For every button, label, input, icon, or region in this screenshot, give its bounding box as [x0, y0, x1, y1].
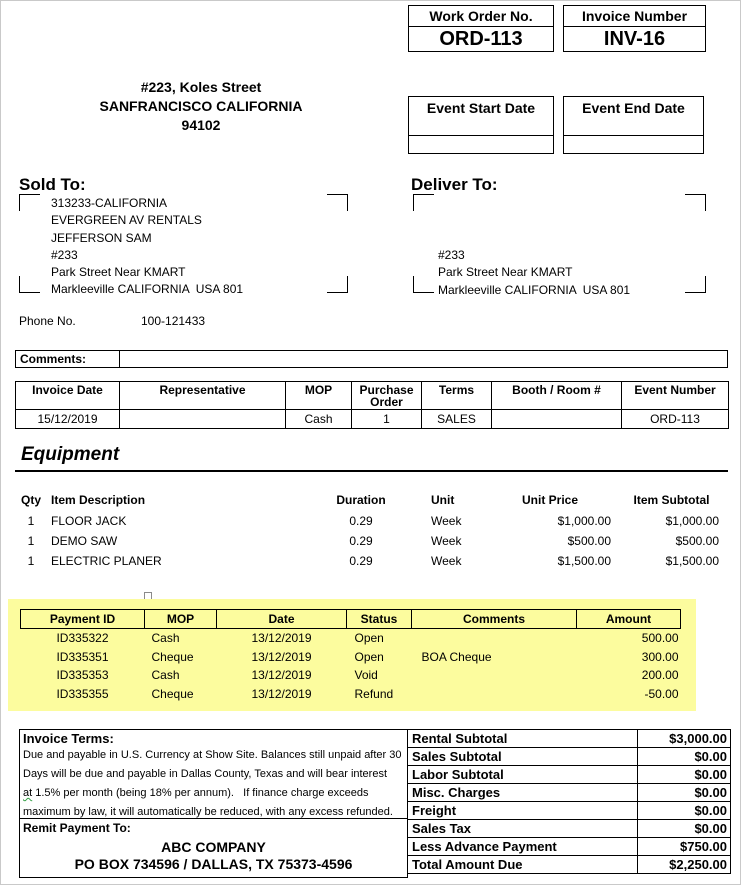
total-label: Labor Subtotal: [408, 766, 638, 784]
total-label: Misc. Charges: [408, 784, 638, 802]
crop-mark-top-left-icon: [413, 194, 434, 211]
mop-cell: Cash: [151, 631, 180, 646]
equipment-row: [15, 551, 728, 571]
unit-cell: Week: [431, 534, 462, 548]
crop-mark-bottom-right-icon: [685, 276, 706, 293]
comments-cell: BOA Cheque: [421, 649, 492, 664]
duration-cell: 0.29: [349, 514, 373, 528]
column-header: Item Subtotal: [633, 493, 710, 507]
qty-cell: 1: [27, 554, 35, 568]
sold-to-address-line: JEFFERSON SAM: [51, 230, 152, 245]
totals-row: [408, 856, 731, 874]
total-label: Sales Tax: [408, 820, 638, 838]
deliver-to-address-line: Park Street Near KMART: [438, 265, 573, 280]
column-header: Booth / Room #: [492, 382, 622, 410]
unit-cell: Week: [431, 514, 462, 528]
totals-row: [408, 838, 731, 856]
invoice-terms-line: Days will be due and payable in Dallas County, Texas and will bear interest: [23, 768, 388, 780]
total-value: $2,250.00: [638, 856, 731, 874]
phone-label: Phone No.: [19, 314, 76, 328]
column-header: Purchase Order: [352, 382, 422, 410]
total-value: $0.00: [638, 820, 731, 838]
totals-row: [408, 802, 731, 820]
invoice-terms-box: [19, 729, 408, 819]
total-value: $750.00: [638, 838, 731, 856]
comments-label: Comments:: [16, 351, 120, 367]
total-label: Freight: [408, 802, 638, 820]
status-cell: Open: [354, 649, 384, 664]
equipment-heading: Equipment: [21, 444, 120, 465]
representative-cell: [120, 410, 286, 429]
totals-row: [408, 748, 731, 766]
amount-cell: 500.00: [641, 631, 679, 646]
unit-cell: Week: [431, 554, 462, 568]
equipment-header-row: [15, 489, 728, 511]
total-label: Total Amount Due: [408, 856, 638, 874]
payment-id-cell: ID335351: [56, 649, 109, 664]
crop-mark-bottom-right-icon: [327, 276, 348, 293]
mop-cell: Cash: [286, 410, 352, 429]
qty-cell: 1: [27, 534, 35, 548]
equipment-row: [15, 531, 728, 551]
payments-header-row: [21, 610, 681, 629]
terms-cell: SALES: [422, 410, 492, 429]
amount-cell: 300.00: [641, 649, 679, 664]
crop-mark-bottom-left-icon: [19, 276, 40, 293]
payment-id-cell: ID335353: [56, 668, 109, 683]
invoice-terms-line-rest: 1.5% per month (being 18% per annum). If finance charge exceeds: [32, 787, 369, 799]
column-header: Payment ID: [21, 610, 145, 629]
invoice-terms-heading: Invoice Terms:: [23, 731, 114, 746]
column-header: Representative: [120, 382, 286, 410]
mop-cell: Cash: [151, 668, 180, 683]
deliver-to-address-line: #233: [438, 248, 465, 262]
total-value: $0.00: [638, 748, 731, 766]
duration-cell: 0.29: [349, 554, 373, 568]
mop-cell: Cheque: [151, 649, 194, 664]
mop-cell: Cheque: [151, 686, 194, 701]
equipment-row: [15, 511, 728, 531]
item-description-cell: ELECTRIC PLANER: [51, 554, 162, 568]
invoice-info-header-row: [16, 382, 729, 410]
item-description-cell: DEMO SAW: [51, 534, 118, 548]
item-subtotal-cell: $1,500.00: [665, 554, 719, 568]
amount-cell: 200.00: [641, 668, 679, 683]
deliver-to-address-line: Markleeville CALIFORNIA USA 801: [438, 282, 631, 297]
invoice-info-table: [15, 381, 729, 429]
total-label: Rental Subtotal: [408, 730, 638, 748]
remit-address: PO BOX 734596 / DALLAS, TX 75373-4596: [74, 856, 353, 872]
event-number-cell: ORD-113: [622, 410, 729, 429]
total-value: $0.00: [638, 802, 731, 820]
status-cell: Void: [354, 668, 378, 683]
payment-row: [21, 666, 681, 685]
column-header: Unit: [431, 493, 455, 507]
total-label: Sales Subtotal: [408, 748, 638, 766]
invoice-info-data-row: [16, 410, 729, 429]
work-order-box: [408, 5, 554, 52]
sold-to-address-line: #233: [51, 247, 78, 262]
remit-heading: Remit Payment To:: [23, 821, 131, 835]
amount-cell: -50.00: [644, 686, 679, 701]
event-start-date-box: [408, 96, 554, 154]
sold-to-address-line: Markleeville CALIFORNIA USA 801: [51, 282, 244, 297]
misspelled-word: at: [23, 787, 33, 799]
event-end-date-label: Event End Date: [564, 97, 703, 136]
totals-row: [408, 766, 731, 784]
event-start-date-value: [409, 136, 553, 153]
purchase-order-cell: 1: [352, 410, 422, 429]
remit-payment-box: [19, 818, 408, 878]
total-value: $0.00: [638, 766, 731, 784]
comments-cell: [412, 685, 577, 704]
status-cell: Refund: [354, 686, 394, 701]
equipment-table: [15, 489, 728, 571]
column-header: Comments: [412, 610, 577, 629]
phone-value: 100-121433: [141, 314, 206, 328]
work-order-value: ORD-113: [408, 27, 554, 52]
event-end-date-value: [564, 136, 703, 153]
item-subtotal-cell: $1,000.00: [665, 514, 719, 528]
unit-price-cell: $1,000.00: [557, 514, 611, 528]
event-end-date-box: [563, 96, 704, 154]
duration-cell: 0.29: [349, 534, 373, 548]
invoice-number-value: INV-16: [563, 27, 706, 52]
company-address-line: #223, Koles Street: [140, 79, 262, 95]
column-header: Status: [347, 610, 412, 629]
comments-bar: [15, 350, 728, 368]
company-address-line: 94102: [181, 117, 221, 133]
crop-mark-top-right-icon: [685, 194, 706, 211]
comments-value: [120, 351, 727, 367]
payments-table: [20, 609, 681, 703]
invoice-terms-line: Due and payable in U.S. Currency at Show Site. Balances still unpaid after 30: [23, 749, 402, 761]
column-header: Unit Price: [521, 493, 578, 507]
comments-cell: [412, 666, 577, 685]
sold-to-address: [51, 195, 243, 299]
unit-price-cell: $1,500.00: [557, 554, 611, 568]
column-header: Item Description: [51, 493, 146, 507]
column-header: Qty: [20, 493, 41, 507]
date-cell: 13/12/2019: [251, 649, 312, 664]
sold-to-address-line: 313233-CALIFORNIA: [51, 196, 168, 210]
column-header: Amount: [577, 610, 681, 629]
payments-highlight-block: [8, 599, 696, 711]
sold-to-heading: Sold To:: [19, 175, 86, 194]
invoice-date-cell: 15/12/2019: [16, 410, 120, 429]
date-cell: 13/12/2019: [251, 668, 312, 683]
column-header: MOP: [286, 382, 352, 410]
work-order-label: Work Order No.: [408, 5, 554, 27]
company-address: [21, 78, 381, 135]
invoice-terms-line: maximum by law, it will automatically be reduced, with any excess refunded.: [23, 806, 393, 818]
crop-mark-top-right-icon: [327, 194, 348, 211]
booth-room-cell: [492, 410, 622, 429]
total-label: Less Advance Payment: [408, 838, 638, 856]
crop-mark-top-left-icon: [19, 194, 40, 211]
deliver-to-heading: Deliver To:: [411, 175, 498, 194]
date-cell: 13/12/2019: [251, 686, 312, 701]
payment-id-cell: ID335355: [56, 686, 109, 701]
sold-to-address-line: EVERGREEN AV RENTALS: [51, 213, 202, 228]
deliver-to-address: [438, 247, 630, 299]
payment-row: [21, 629, 681, 648]
item-subtotal-cell: $500.00: [675, 534, 719, 548]
payment-id-cell: ID335322: [56, 631, 109, 646]
payment-row: [21, 648, 681, 667]
equipment-rule: [15, 470, 728, 472]
column-header: Event Number: [622, 382, 729, 410]
crop-mark-bottom-left-icon: [413, 276, 434, 293]
sold-to-address-line: Park Street Near KMART: [51, 265, 186, 280]
column-header: Invoice Date: [16, 382, 120, 410]
totals-row: [408, 730, 731, 748]
totals-row: [408, 784, 731, 802]
totals-table: [407, 729, 731, 874]
invoice-number-box: [563, 5, 706, 52]
remit-company: ABC COMPANY: [161, 839, 266, 855]
invoice-terms-line: [20, 784, 407, 803]
column-header: Duration: [336, 493, 386, 507]
column-header: Date: [217, 610, 347, 629]
company-address-line: SANFRANCISCO CALIFORNIA: [99, 98, 303, 114]
column-header: Terms: [422, 382, 492, 410]
comments-cell: [412, 629, 577, 648]
payment-row: [21, 685, 681, 704]
totals-row: [408, 820, 731, 838]
total-value: $3,000.00: [638, 730, 731, 748]
event-start-date-label: Event Start Date: [409, 97, 553, 136]
column-header: MOP: [145, 610, 217, 629]
item-description-cell: FLOOR JACK: [51, 514, 127, 528]
status-cell: Open: [354, 631, 384, 646]
invoice-number-label: Invoice Number: [563, 5, 706, 27]
total-value: $0.00: [638, 784, 731, 802]
qty-cell: 1: [27, 514, 35, 528]
date-cell: 13/12/2019: [251, 631, 312, 646]
unit-price-cell: $500.00: [567, 534, 611, 548]
